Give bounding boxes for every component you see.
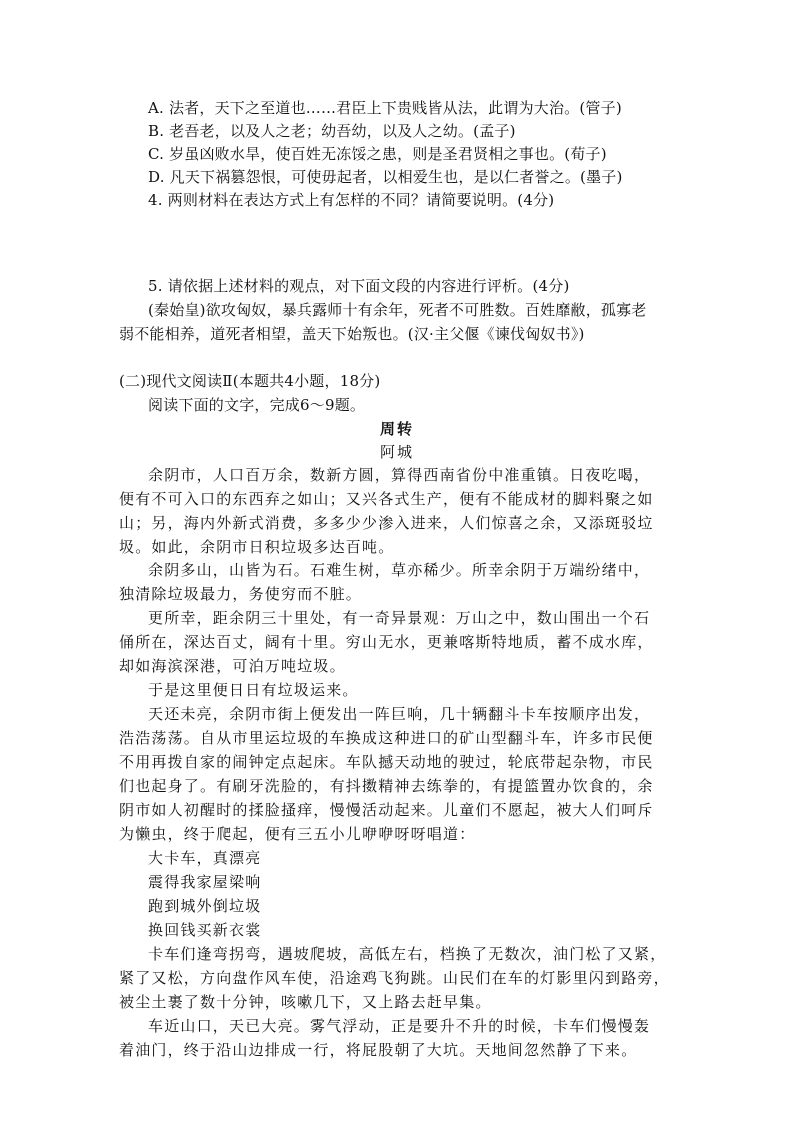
rhyme-line: 震得我家屋梁响 bbox=[148, 873, 262, 891]
section-heading: (二)现代文阅读Ⅱ(本题共4小题，18分) bbox=[119, 372, 381, 390]
essay-line: 余阴多山，山皆为石。石难生树，草亦稀少。所幸余阴于万端纷绪中， bbox=[148, 561, 651, 579]
essay-line: 山；另，海内外新式消费，多多少少渗入进来，人们惊喜之余，又添斑驳垃 bbox=[119, 514, 654, 532]
option-c: C. 岁虽凶败水旱，使百姓无冻馁之患，则是圣君贤相之事也。(荀子) bbox=[148, 145, 607, 163]
essay-line: 天还未亮，余阴市街上便发出一阵巨响，几十辆翻斗卡车按顺序出发， bbox=[148, 705, 651, 723]
essay-line: 却如海滨深港，可泊万吨垃圾。 bbox=[119, 657, 346, 675]
essay-line: 着油门，终于沿山边排成一行，将屁股朝了大坑。天地间忽然静了下来。 bbox=[119, 1041, 638, 1059]
essay-author: 阿城 bbox=[379, 443, 414, 461]
essay-line: 不用再拨自家的闹钟定点起床。车队撼天动地的驶过，轮底带起杂物，市民 bbox=[119, 753, 654, 771]
essay-line: 于是这里便日日有垃圾运来。 bbox=[148, 681, 359, 699]
question-5-quote-line: (秦始皇)欲攻匈奴，暴兵露师十有余年，死者不可胜数。百姓靡敝，孤寡老 bbox=[148, 301, 647, 319]
essay-line: 车近山口，天已大亮。雾气浮动，正是要升不升的时候，卡车们慢慢轰 bbox=[148, 1017, 651, 1035]
option-b: B. 老吾老，以及人之老；幼吾幼，以及人之幼。(孟子) bbox=[148, 122, 516, 140]
question-5-quote-line: 弱不能相养，道死者相望，盖天下始叛也。(汉·主父偃《谏伐匈奴书》) bbox=[119, 325, 585, 343]
question-4: 4. 两则材料在表达方式上有怎样的不同？请简要说明。(4分) bbox=[148, 191, 555, 209]
essay-line: 便有不可入口的东西弃之如山；又兴各式生产，便有不能成材的脚料聚之如 bbox=[119, 490, 654, 508]
question-5: 5. 请依据上述材料的观点，对下面文段的内容进行评析。(4分) bbox=[148, 277, 570, 295]
section-instruction: 阅读下面的文字，完成6～9题。 bbox=[148, 396, 366, 414]
essay-line: 为懒虫，终于爬起，便有三五小儿咿咿呀呀唱道： bbox=[119, 825, 476, 843]
option-a: A. 法者，天下之至道也……君臣上下贵贱皆从法，此谓为大治。(管子) bbox=[148, 99, 622, 117]
essay-line: 阴市如人初醒时的揉脸搔痒，慢慢活动起来。儿童们不愿起，被大人们呵斥 bbox=[119, 801, 654, 819]
essay-line: 圾。如此，余阴市日积垃圾多达百吨。 bbox=[119, 538, 395, 556]
essay-line: 浩浩荡荡。自从市里运垃圾的车换成这种进口的矿山型翻斗车，许多市民便 bbox=[119, 729, 654, 747]
essay-line: 更所幸，距余阴三十里处，有一奇异景观：万山之中，数山围出一个石 bbox=[148, 609, 651, 627]
rhyme-line: 跑到城外倒垃圾 bbox=[148, 897, 262, 915]
rhyme-line: 大卡车，真漂亮 bbox=[148, 849, 262, 867]
essay-line: 俑所在，深达百丈，阔有十里。穷山无水，更兼喀斯特地质，蓄不成水库， bbox=[119, 633, 654, 651]
essay-title: 周转 bbox=[379, 420, 414, 438]
essay-line: 被尘土裹了数十分钟，咳嗽几下，又上路去赶早集。 bbox=[119, 993, 492, 1011]
essay-line: 余阴市，人口百万余，数新方圆，算得西南省份中准重镇。日夜吃喝， bbox=[148, 466, 651, 484]
essay-line: 紧了又松，方向盘作风车使，沿途鸡飞狗跳。山民们在车的灯影里闪到路旁， bbox=[119, 969, 670, 987]
essay-line: 卡车们逢弯拐弯，遇坡爬坡，高低左右，档换了无数次，油门松了又紧， bbox=[148, 945, 667, 963]
option-d: D. 凡天下祸篡怨恨，可使毋起者，以相爱生也，是以仁者誉之。(墨子) bbox=[148, 168, 623, 186]
essay-line: 独清除垃圾最力，务使穷而不脏。 bbox=[119, 585, 363, 603]
essay-line: 们也起身了。有刷牙洗脸的，有抖擞精神去练拳的，有提篮置办饮食的，余 bbox=[119, 777, 654, 795]
rhyme-line: 换回钱买新衣裳 bbox=[148, 921, 262, 939]
